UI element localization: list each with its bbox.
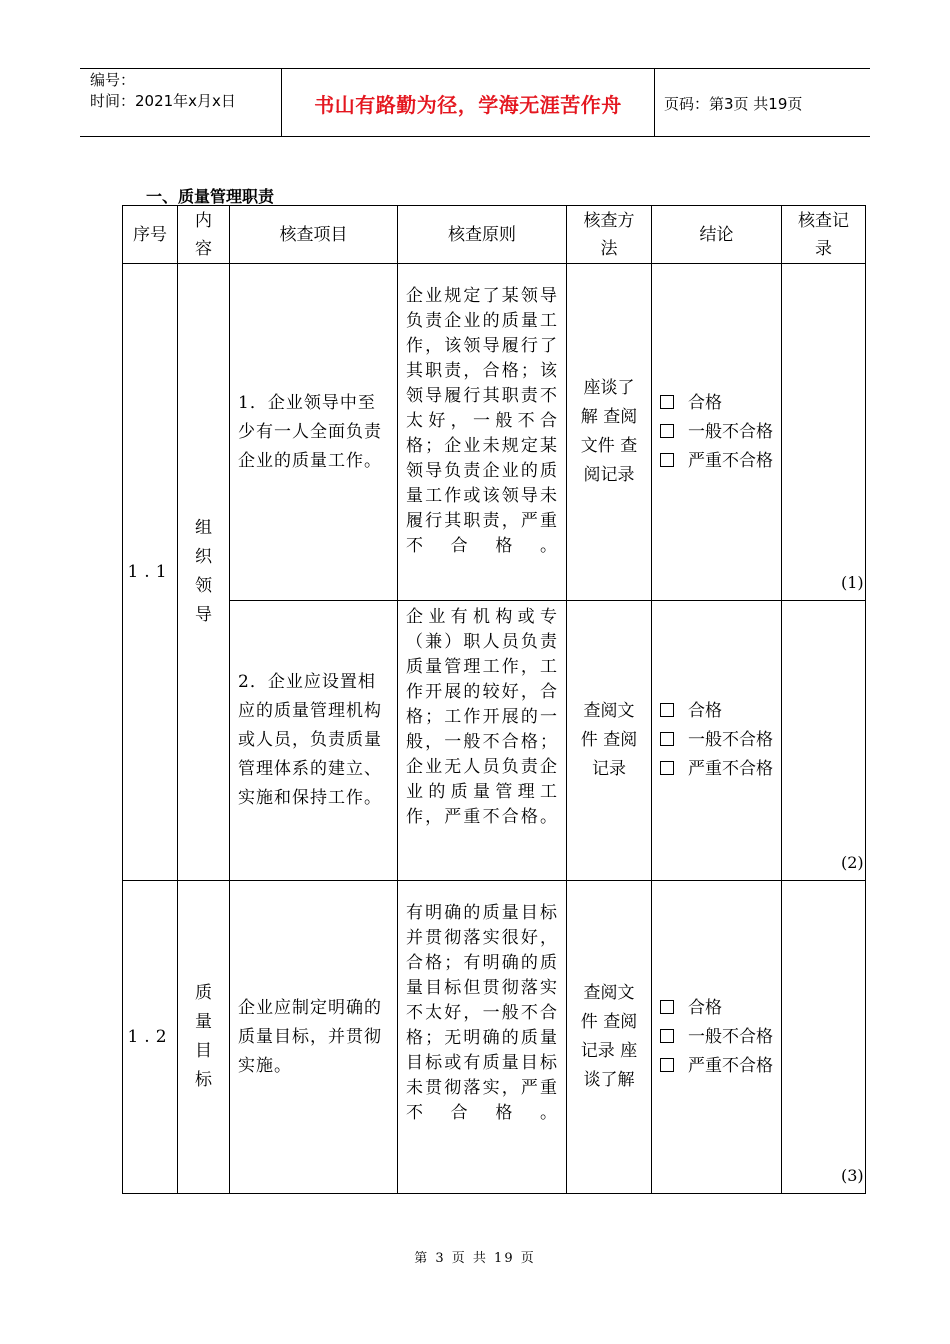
row-seq: 1.1 — [123, 264, 178, 881]
checkbox-icon[interactable] — [660, 703, 674, 717]
header-content: 内容 — [178, 206, 230, 264]
option-severe[interactable]: 严重不合格 — [660, 1052, 781, 1081]
code-label: 编号： — [90, 71, 136, 89]
row-principle: 有明确的质量目标并贯彻落实很好，合格；有明确的质量目标但贯彻落实不太好，一般不合格；无明确的质量目标或有质量目标未贯彻落实，严重不合格。 — [398, 881, 567, 1194]
row-record: (3) — [782, 881, 866, 1194]
option-severe[interactable]: 严重不合格 — [660, 755, 781, 784]
row-item: 企业应制定明确的质量目标，并贯彻实施。 — [230, 881, 398, 1194]
row-item: 1．企业领导中至少有一人全面负责企业的质量工作。 — [230, 264, 398, 601]
row-conclusion — [652, 601, 782, 881]
table-header-row — [123, 206, 866, 264]
header-item: 核查项目 — [230, 206, 398, 264]
header-conclusion: 结论 — [652, 206, 782, 264]
row-method: 查阅文件 查阅记录 座谈了解 — [567, 881, 652, 1194]
checkbox-icon[interactable] — [660, 761, 674, 775]
row-record: (1) — [782, 264, 866, 601]
row-principle: 企业规定了某领导负责企业的质量工作，该领导履行了其职责，合格；该领导履行其职责不太好，一般不合格；企业未规定某领导负责企业的质量工作或该领导未履行其职责，严重不合格。 — [398, 264, 567, 601]
checkbox-icon[interactable] — [660, 395, 674, 409]
table-row — [123, 881, 866, 1194]
inspection-table — [122, 205, 866, 1194]
header-method: 核查方法 — [567, 206, 652, 264]
header-page-number: 页码：第3页 共19页 — [664, 94, 803, 113]
checkbox-icon[interactable] — [660, 453, 674, 467]
table-row — [123, 264, 866, 601]
checkbox-icon[interactable] — [660, 1029, 674, 1043]
header-seq: 序号 — [123, 206, 178, 264]
option-severe[interactable]: 严重不合格 — [660, 447, 781, 476]
row-item: 2．企业应设置相应的质量管理机构或人员，负责质量管理体系的建立、实施和保持工作。 — [230, 601, 398, 881]
row-conclusion — [652, 264, 782, 601]
table-row — [123, 601, 866, 881]
option-pass[interactable]: 合格 — [660, 994, 781, 1023]
row-conclusion — [652, 881, 782, 1194]
checkbox-icon[interactable] — [660, 424, 674, 438]
header-record: 核查记录 — [782, 206, 866, 264]
row-content: 组织领导 — [178, 264, 230, 881]
header-motto: 书山有路勤为径，学海无涯苦作舟 — [314, 92, 622, 117]
option-pass[interactable]: 合格 — [660, 389, 781, 418]
checkbox-icon[interactable] — [660, 1000, 674, 1014]
row-method: 座谈了解 查阅文件 查阅记录 — [567, 264, 652, 601]
row-seq: 1.2 — [123, 881, 178, 1194]
option-pass[interactable]: 合格 — [660, 697, 781, 726]
row-principle: 企业有机构或专（兼）职人员负责质量管理工作，工作开展的较好，合格；工作开展的一般，一般不合格；企业无人员负责企业的质量管理工作，严重不合格。 — [398, 601, 567, 881]
checkbox-icon[interactable] — [660, 732, 674, 746]
option-minor[interactable]: 一般不合格 — [660, 726, 781, 755]
row-content: 质量目标 — [178, 881, 230, 1194]
row-record: (2) — [782, 601, 866, 881]
time-label: 时间：2021年x月x日 — [90, 92, 236, 110]
header-meta — [90, 70, 236, 112]
header-divider — [654, 68, 655, 136]
page-footer: 第 3 页 共 19 页 — [414, 1251, 536, 1266]
section-title: 一、质量管理职责 — [146, 187, 275, 206]
checkbox-icon[interactable] — [660, 1058, 674, 1072]
header-bottom-rule — [80, 136, 870, 137]
header-principle: 核查原则 — [398, 206, 567, 264]
header-top-rule — [80, 68, 870, 69]
option-minor[interactable]: 一般不合格 — [660, 418, 781, 447]
row-method: 查阅文件 查阅记录 — [567, 601, 652, 881]
option-minor[interactable]: 一般不合格 — [660, 1023, 781, 1052]
